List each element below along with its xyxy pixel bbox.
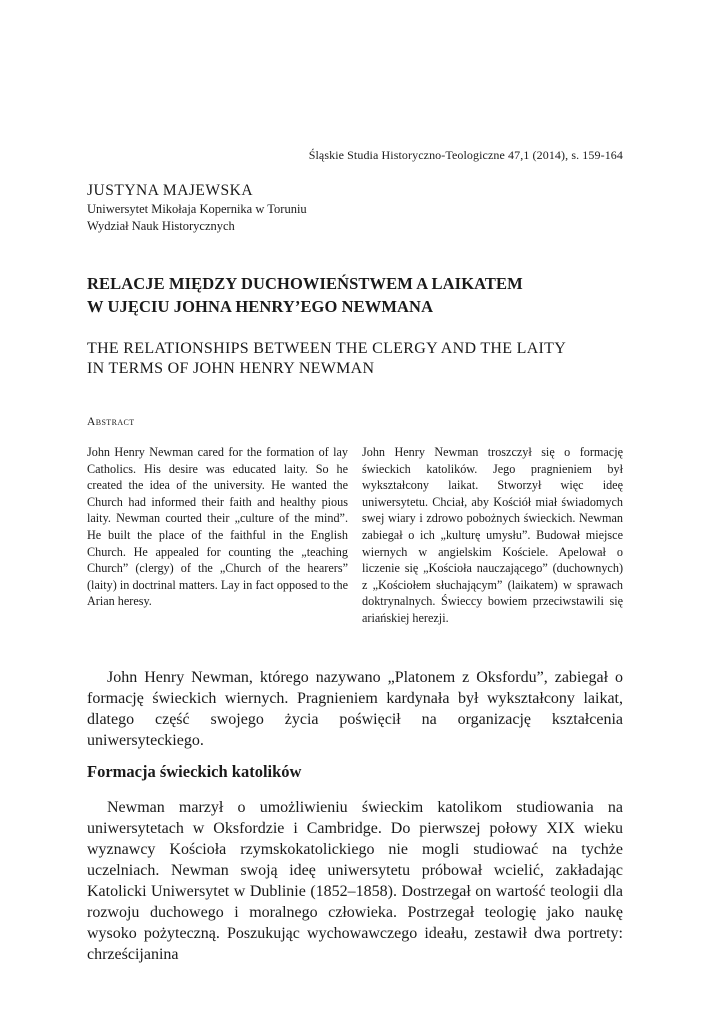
- section-heading: Formacja świeckich katolików: [87, 762, 302, 781]
- abstract-english: John Henry Newman cared for the formation of lay Catholics. His desire was educated laity. So he created the idea of the university. He wanted the Church had informed their faith and healthy pious laity. Newman courted their „culture of the mind”. He built the place of the faithful in the English Church. He appealed for counting the „teaching Church” (clergy) of the „Church of the hearers” (laity) in doctrinal matters. Lay in fact opposed to the Arian heresy.: [87, 445, 348, 609]
- author-name: JUSTYNA MAJEWSKA: [87, 182, 254, 199]
- section-paragraph: Newman marzył o umożliwieniu świeckim katolikom studiowania na uniwersytetach w Oksfordzie i Cambridge. Do pierwszej połowy XIX wieku wyznawcy Kościoła rzymskokatolickiego nie mogli studiować na tychże uczelniach. Newman swoją ideę uniwersytetu próbował wcielić, zakładając Katolicki Uniwersytet w Dublinie (1852–1858). Dostrzegał on wartość teologii dla rozwoju duchowego i moralnego człowieka. Postrzegał teologię jako naukę wysoko pożyteczną. Poszukując wychowawczego ideału, zestawił dwa portrety: chrześcijanina: [87, 799, 623, 963]
- article-title-english: [87, 339, 627, 379]
- title-pl-line-2: W UJĘCIU JOHNA HENRY’EGO NEWMANA: [87, 297, 434, 316]
- intro-paragraph: John Henry Newman, którego nazywano „Platonem z Oksfordu”, zabiegał o formację świeckich wiernych. Pragnieniem kardynała był wykształcony laikat, dlatego część swojego życia poświęcił na organizację kształcenia uniwersyteckiego.: [87, 669, 623, 749]
- title-pl-line-1: RELACJE MIĘDZY DUCHOWIEŃSTWEM A LAIKATEM: [87, 274, 523, 293]
- title-en-line-2: IN TERMS OF JOHN HENRY NEWMAN: [87, 360, 375, 377]
- title-en-line-1: THE RELATIONSHIPS BETWEEN THE CLERGY AND THE LAITY: [87, 340, 567, 357]
- journal-reference: Śląskie Studia Historyczno-Teologiczne 47,1 (2014), s. 159-164: [308, 148, 623, 162]
- author-affiliation-university: Uniwersytet Mikołaja Kopernika w Toruniu: [87, 202, 307, 216]
- author-affiliation-faculty: Wydział Nauk Historycznych: [87, 219, 235, 233]
- abstract-polish: John Henry Newman troszczył się o formację świeckich katolików. Jego pragnieniem był wykształcony laikat. Stworzył więc ideę uniwersytetu. Chciał, aby Kościół miał świadomych swej wiary i zdrowo pobożnych świeckich. Newman zabiegał o ich „kulturę umysłu”. Budował miejsce wiernych w angielskim Kościele. Apelował o liczenie się „Kościoła nauczającego” (duchownych) z „Kościołem słuchającym” (laikatem) w sprawach doktrynalnych. Świeccy bowiem przeciwstawili się ariańskiej herezji.: [362, 445, 623, 625]
- article-title-polish: [87, 272, 627, 318]
- abstract-label: Abstract: [87, 416, 135, 428]
